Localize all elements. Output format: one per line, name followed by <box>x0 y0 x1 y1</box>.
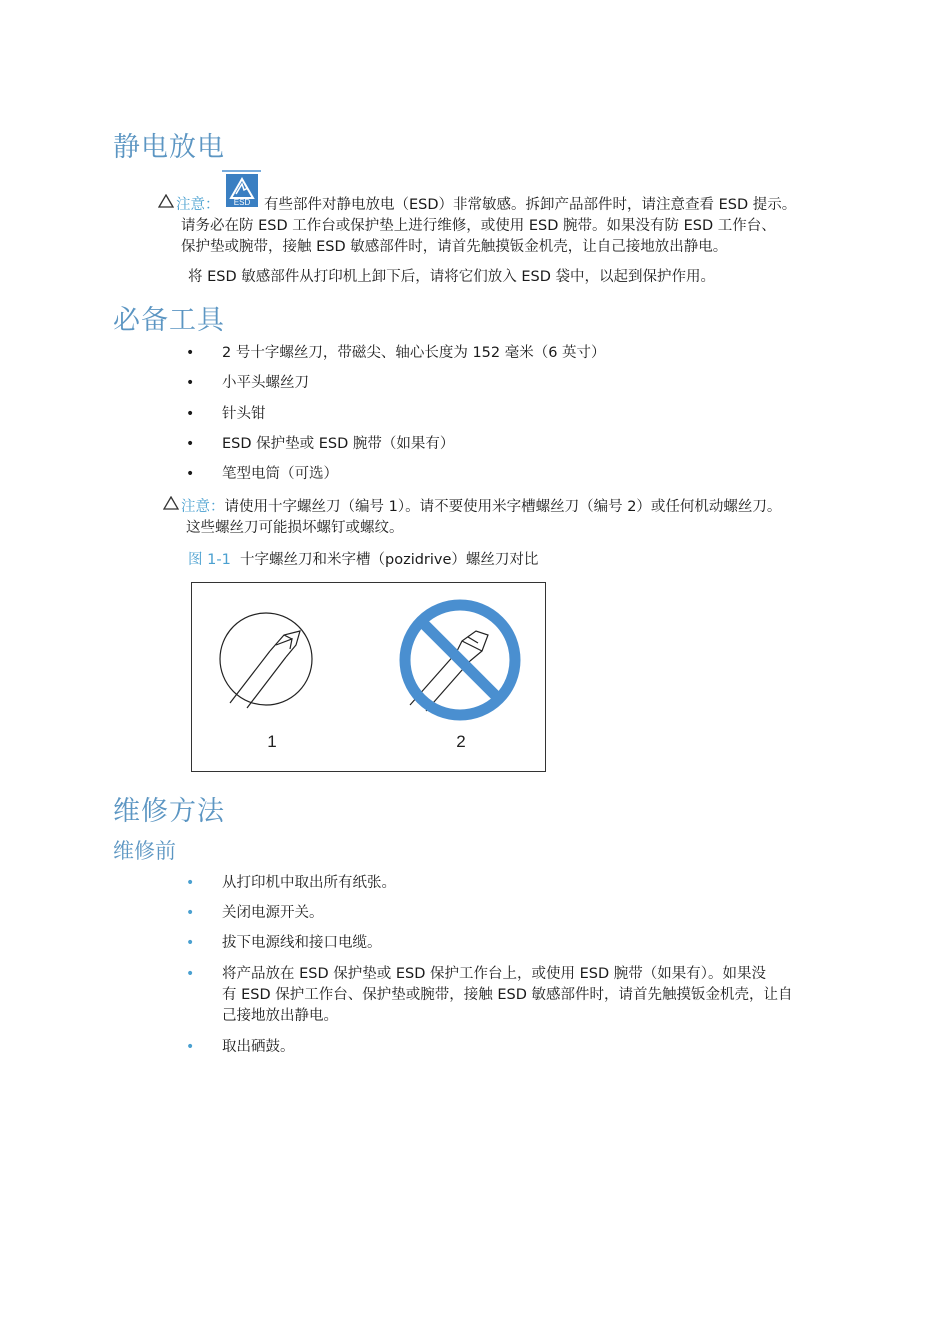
screwdriver-figure <box>191 582 546 772</box>
before-item: 关闭电源开关。 <box>222 905 324 921</box>
esd-caution-label: 注意： <box>176 197 220 213</box>
bullet-icon: • <box>186 935 195 951</box>
caution-triangle-icon <box>158 194 174 208</box>
before-item: 从打印机中取出所有纸张。 <box>222 875 396 891</box>
before-item-4-line2: 有 ESD 保护工作台、保护垫或腕带，接触 ESD 敏感部件时，请首先触摸钣金机壳，让自 <box>222 987 793 1003</box>
before-item-4-line3: 己接地放出静电。 <box>222 1008 338 1024</box>
svg-text:1: 1 <box>267 732 277 751</box>
caution-triangle-icon <box>163 496 179 510</box>
bullet-icon: • <box>186 905 195 921</box>
esd-icon <box>222 170 261 208</box>
bullet-icon: • <box>186 375 195 391</box>
tools-note-line1: 注意：请使用十字螺丝刀（编号 1）。请不要使用米字槽螺丝刀（编号 2）或任何机动螺丝刀。 <box>181 499 782 515</box>
bullet-icon: • <box>186 436 195 452</box>
tools-item: 2 号十字螺丝刀，带磁尖、轴心长度为 152 毫米（6 英寸） <box>222 345 606 361</box>
bullet-icon: • <box>186 345 195 361</box>
esd-paragraph: 将 ESD 敏感部件从打印机上卸下后，请将它们放入 ESD 袋中，以起到保护作用。 <box>188 269 715 285</box>
bullet-icon: • <box>186 966 195 982</box>
bullet-icon: • <box>186 406 195 422</box>
tools-item: 笔型电筒（可选） <box>222 466 338 482</box>
before-item: 拔下电源线和接口电缆。 <box>222 935 382 951</box>
section-title-method: 维修方法 <box>113 796 225 827</box>
bullet-icon: • <box>186 875 195 891</box>
before-item-4-line1: 将产品放在 ESD 保护垫或 ESD 保护工作台上，或使用 ESD 腕带（如果有）。如果没 <box>222 966 766 982</box>
tools-item: ESD 保护垫或 ESD 腕带（如果有） <box>222 436 455 452</box>
tools-item: 针头钳 <box>222 406 266 422</box>
svg-text:ESD: ESD <box>233 198 251 207</box>
bullet-icon: • <box>186 1039 195 1055</box>
esd-note-line1: 有些部件对静电放电（ESD）非常敏感。拆卸产品部件时，请注意查看 ESD 提示。 <box>264 197 797 213</box>
esd-note-line2: 请务必在防 ESD 工作台或保护垫上进行维修，或使用 ESD 腕带。如果没有防 ESD 工作台、 <box>181 218 776 234</box>
svg-text:2: 2 <box>456 732 466 751</box>
section-title-esd: 静电放电 <box>113 132 225 163</box>
tools-item: 小平头螺丝刀 <box>222 375 309 391</box>
figure-caption: 图 1-1 十字螺丝刀和米字槽（pozidrive）螺丝刀对比 <box>188 552 539 568</box>
before-item: 取出硒鼓。 <box>222 1039 295 1055</box>
section-subtitle-before: 维修前 <box>113 839 176 863</box>
esd-note-line3: 保护垫或腕带，接触 ESD 敏感部件时，请首先触摸钣金机壳，让自己接地放出静电。 <box>181 239 728 255</box>
screwdriver-comparison-image <box>192 583 545 771</box>
tools-note-line2: 这些螺丝刀可能损坏螺钉或螺纹。 <box>186 520 404 536</box>
section-title-tools: 必备工具 <box>113 305 225 336</box>
bullet-icon: • <box>186 466 195 482</box>
